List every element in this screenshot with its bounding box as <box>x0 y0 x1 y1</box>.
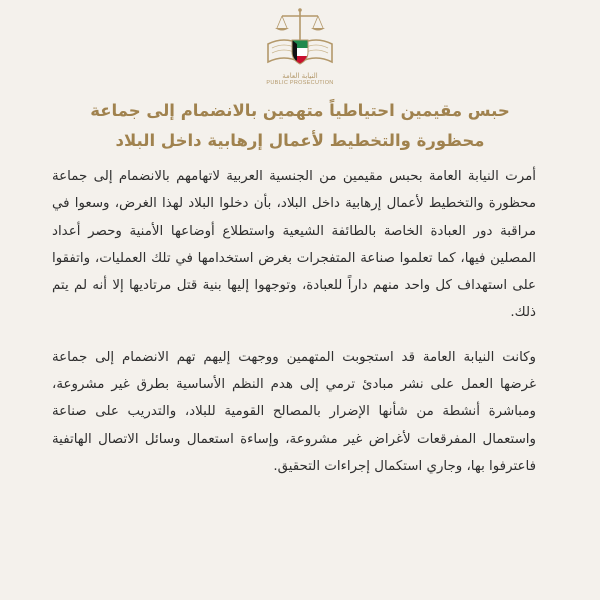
headline <box>40 96 560 156</box>
logo-arabic-text: النيابة العامة <box>282 72 318 80</box>
public-prosecution-logo <box>0 6 600 87</box>
paragraph-2: وكانت النيابة العامة قد استجوبت المتهمين ووجهت إليهم تهم الانضمام إلى جماعة غرضها العمل على نشر مبادئ ترمي إلى هدم النظم الأساسية بطرق غير مشروعة، ومباشرة أنشطة من شأنها الإضرار بالمصالح القومية للبلاد، والتدريب على صناعة واستعمال المفرقعات لأغراض غير مشروعة، وإساءة استعمال وسائل الاتصال الهاتفية فاعترفوا بها، وجاري استكمال إجراءات التحقيق. <box>52 349 536 474</box>
paragraph-1: أمرت النيابة العامة بحبس مقيمين من الجنسية العربية لاتهامهم بالانضمام إلى جماعة محظورة والتخطيط لأعمال إرهابية داخل البلاد، بأن دخلوا البلاد لهذا الغرض، وسعوا في مراقبة دور العبادة الخاصة بالطائفة الشيعية واستطلاع أوضاعها الأمنية وحصر أعداد المصلين فيها، كما تعلموا صناعة المتفجرات بغرض استخدامها في تلك العمليات، واتفقوا على استهداف كل واحد منهم داراً للعبادة، وتوجهوا إليها بنية قتل مرتاديها إلا أنه لم يتم ذلك. <box>52 169 536 321</box>
headline-line-2: محظورة والتخطيط لأعمال إرهابية داخل البلاد <box>115 131 485 150</box>
scales-of-justice-icon <box>260 6 340 70</box>
logo-english-text: PUBLIC PROSECUTION <box>266 80 334 86</box>
headline-line-1: حبس مقيمين احتياطياً متهمين بالانضمام إلى جماعة <box>90 101 510 120</box>
article-body <box>52 163 536 480</box>
